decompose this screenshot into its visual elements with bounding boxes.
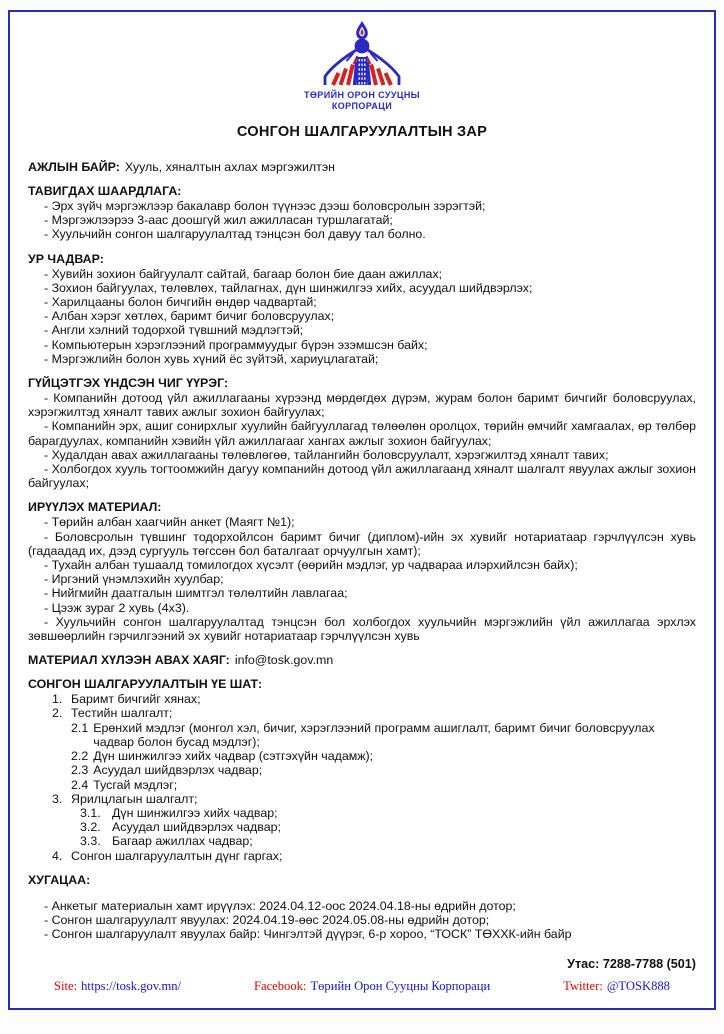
section-duties <box>28 366 696 490</box>
schedule-heading: ХУГАЦАА: <box>28 872 91 887</box>
footer-twitter <box>563 979 670 994</box>
org-name-line1: ТӨРИЙН ОРОН СУУЦНЫ <box>304 90 420 100</box>
skill-item: - Зохион байгуулах, төлөвлөх, тайлагнах, дүн шинжилгээ хийх, асуудал шийдвэрлэх; <box>44 280 533 295</box>
stage-subitem: 2.2 Дүн шинжилгээ хийх чадвар (сэтгэхүйн чадамж); <box>71 749 374 764</box>
schedule-item: - Анкетыг материалын хамт ирүүлэх: 2024.04.12-оос 2024.04.18-ны өдрийн дотор; <box>44 898 516 913</box>
document-page <box>8 10 716 1010</box>
stage-subitem: 3.2. Асуудал шийдвэрлэх чадвар; <box>80 820 281 835</box>
material-item: - Цээж зураг 2 хувь (4х3). <box>44 600 190 615</box>
phone-number: Утас: 7288-7788 (501) <box>567 957 696 972</box>
job-position-line <box>28 160 696 174</box>
stage-item: 4. Сонгон шалгаруулалтын дүнг гаргах; <box>52 848 283 863</box>
skill-item: - Англи хэлний тодорхой түвшний мэдлэгтэй; <box>44 323 304 338</box>
submission-address-label: МАТЕРИАЛ ХҮЛЭЭН АВАХ ХАЯГ: <box>28 653 230 668</box>
stage-subitem: 2.1 Ерөнхий мэдлэг (монгол хэл, бичиг, хэрэглээний программ ашиглалт, баримт бичиг боловсруулах чадвар болон бусад мэдлэг); <box>71 720 655 749</box>
twitter-link[interactable]: @TOSK888 <box>606 979 670 993</box>
stage-subitem: 2.3 Асуудал шийдвэрлэх чадвар; <box>71 763 263 778</box>
organization-logo <box>28 20 696 112</box>
skill-item: - Компьютерын хэрэглээний программуудыг бүрэн эзэмшсэн байх; <box>44 337 428 352</box>
footer-facebook <box>254 979 490 994</box>
section-skills <box>28 242 696 366</box>
organization-name <box>304 90 420 112</box>
org-name-line2: КОРПОРАЦИ <box>331 101 393 111</box>
duty-item: - Худалдан авах ажиллагааны төлөвлөгөө, тайлангийн боловсруулалт, хэрэгжилтэд хяналт тавих; <box>44 447 609 462</box>
requirements-heading: ТАВИГДАХ ШААРДЛАГА: <box>28 184 182 198</box>
requirement-item: - Мэргэжлээрээ 3-аас доошгүй жил ажилласан туршлагатай; <box>44 213 393 228</box>
section-requirements <box>28 174 696 242</box>
submission-address-line <box>28 653 696 667</box>
skill-item: - Мэргэжлийн болон хувь хүний ёс зүйтэй, хариуцлагатай; <box>44 351 379 366</box>
stage-subitem: 2.4 Тусгай мэдлэг; <box>71 777 178 792</box>
twitter-label: Twitter: <box>563 979 603 993</box>
material-item: - Боловсролын түвшинг тодорхойлсон баримт бичиг (диплом)-ийн эх хувийг нотариатаар гэрчлүүлсэн хувь (гадаадад их, дээд сургууль төгссөн бол баталгаат орчуулгын хамт); <box>28 529 696 558</box>
duty-item: - Компанийн дотоод үйл ажиллагааны хүрээнд мөрдөгдөх дүрэм, журам болон баримт бичгийг боловсруулах, хэрэгжилтэд хяналт тавих ажлыг зохион байгуулах; <box>28 391 696 420</box>
material-item: - Төрийн албан хаагчийн анкет (Маягт №1); <box>44 515 295 530</box>
stage-item: 3. Ярилцлагын шалгалт; <box>52 791 198 806</box>
material-item: - Нийгмийн даатгалын шимтгэл төлөлтийн лавлагаа; <box>44 586 348 601</box>
submission-email[interactable]: info@tosk.gov.mn <box>234 653 334 668</box>
skill-item: - Хувийн зохион байгуулалт сайтай, багаар болон бие даан ажиллах; <box>44 266 443 281</box>
duties-heading: ГҮЙЦЭТГЭХ ҮНДСЭН ЧИГ ҮҮРЭГ: <box>28 376 229 391</box>
facebook-link[interactable]: Төрийн Орон Сууцны Корпораци <box>310 979 491 993</box>
stage-subitem: 3.1. Дүн шинжилгээ хийх чадвар; <box>80 805 278 820</box>
material-item: - Хуульчийн сонгон шалгаруулалтад тэнцсэн бол холбогдох хуульчийн мэргэжлийн үйл ажиллагаа эрхлэх зөвшөөрлийн гэрчилгээний эх хувийг нотариатаар гэрчлүүлсэн хувь <box>28 614 696 644</box>
section-schedule <box>28 863 696 942</box>
material-item: - Иргэний үнэмлэхийн хуулбар; <box>44 572 224 587</box>
job-position-value: Хууль, хяналтын ахлах мэргэжилтэн <box>124 160 336 174</box>
stages-heading: СОНГОН ШАЛГАРУУЛАЛТЫН ҮЕ ШАТ: <box>28 677 263 692</box>
requirement-item: - Хуульчийн сонгон шалгаруулалтад тэнцсэн бол давуу тал болно. <box>44 227 426 242</box>
duty-item: - Холбогдох хууль тогтоомжийн дагуу компанийн дотоод үйл ажиллагаанд хяналт шалгалт явуулах ажлыг зохион байгуулах; <box>28 462 696 491</box>
site-label: Site: <box>54 979 78 993</box>
footer-links <box>28 979 696 998</box>
skill-item: - Харилцааны болон бичгийн өндөр чадвартай; <box>44 295 317 310</box>
site-link[interactable]: https://tosk.gov.mn/ <box>81 979 182 993</box>
duty-item: - Компанийн эрх, ашиг сонирхлыг хуулийн байгууллагад төлөөлөн оролцох, төрийн өмчийг хамгаалах, өр төлбөр барагдуулах, компанийн хэвийн үйл ажиллагааг хангах ажлыг зохион байгуулах; <box>28 419 696 448</box>
section-materials <box>28 490 696 643</box>
material-item: - Тухайн албан тушаалд томилогдох хүсэлт (өөрийн мэдлэг, ур чадвараа илэрхийлсэн байх); <box>44 558 578 573</box>
skills-heading: УР ЧАДВАР: <box>28 251 104 266</box>
section-stages <box>28 667 696 862</box>
stage-subitem: 3.3. Багаар ажиллах чадвар; <box>80 834 253 849</box>
materials-heading: ИРҮҮЛЭХ МАТЕРИАЛ: <box>28 500 162 515</box>
stage-item: 2. Тестийн шалгалт; <box>52 706 173 721</box>
footer-site <box>54 979 181 994</box>
job-position-label: АЖЛЫН БАЙР: <box>28 160 120 174</box>
schedule-item: - Сонгон шалгаруулалт явуулах байр: Чингэлтэй дүүрэг, 6-р хороо, “ТОСК” ТӨХХК-ийн байр <box>44 927 572 942</box>
skill-item: - Албан хэрэг хөтлөх, баримт бичиг боловсруулах; <box>44 309 335 324</box>
stage-item: 1. Баримт бичгийг хянах; <box>52 692 201 707</box>
schedule-item: - Сонгон шалгаруулалт явуулах: 2024.04.19-өөс 2024.05.08-ны өдрийн дотор; <box>44 912 490 927</box>
housing-corporation-emblem-icon <box>292 20 432 90</box>
requirement-item: - Эрх зүйч мэргэжлээр бакалавр болон түүнээс дээш боловсролын зэрэгтэй; <box>44 199 486 213</box>
page-title: СОНГОН ШАЛГАРУУЛАЛТЫН ЗАР <box>236 124 488 140</box>
facebook-label: Facebook: <box>253 979 307 993</box>
